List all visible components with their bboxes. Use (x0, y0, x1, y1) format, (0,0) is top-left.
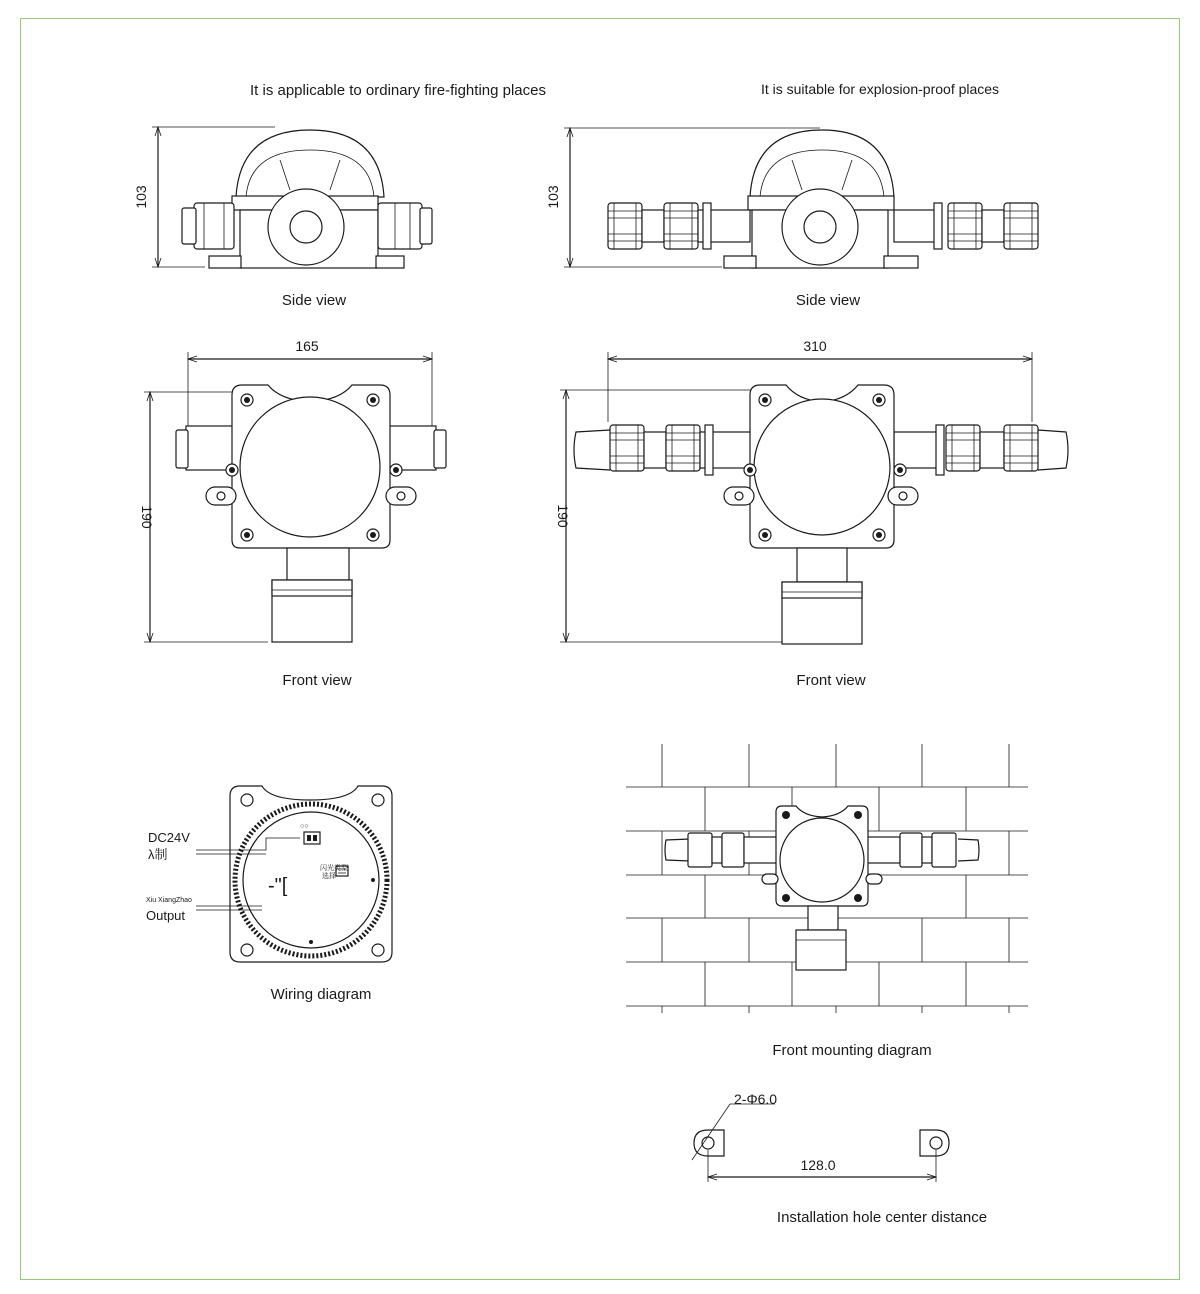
heading-explosion-proof: It is suitable for explosion-proof places (760, 81, 1000, 97)
heading-ordinary-places: It is applicable to ordinary fire-fighting places (250, 82, 546, 99)
hole-diameter-label: 2-Φ6.0 (734, 1091, 778, 1107)
hole-distance-label: 128.0 (800, 1157, 836, 1173)
installation-holes (692, 1091, 949, 1182)
side-view-right-caption: Side view (795, 292, 861, 309)
holes-caption: Installation hole center distance (776, 1209, 988, 1226)
dc24v-label: DC24V (148, 830, 190, 845)
side-view-left-caption: Side view (281, 292, 347, 309)
wiring-caption: Wiring diagram (270, 986, 372, 1003)
side-view-right-height: 103 (545, 185, 561, 209)
terminal-mark: -"[ (268, 875, 288, 897)
switch-text-2: 选择 (322, 873, 336, 880)
side-view-right (545, 128, 1038, 268)
front-view-left-height: 190 (139, 505, 155, 529)
output-label: Output (146, 908, 186, 923)
front-view-right-width: 310 (803, 338, 827, 354)
front-view-left-width: 165 (295, 338, 319, 354)
front-view-right (555, 338, 1068, 644)
side-view-left-height: 103 (133, 185, 149, 209)
switch-text-1: 闪光类型 (320, 865, 348, 872)
front-view-right-caption: Front view (796, 672, 866, 689)
mounting-diagram (626, 744, 1028, 1013)
small-label: Xiu XiangZhao (146, 897, 192, 904)
mounting-caption: Front mounting diagram (772, 1042, 932, 1059)
svg-text:○○: ○○ (300, 823, 309, 830)
front-view-right-height: 190 (555, 504, 571, 528)
side-view-left (133, 127, 432, 268)
input-label: λ制 (148, 847, 168, 862)
front-view-left (139, 338, 446, 642)
front-view-left-caption: Front view (282, 672, 352, 689)
wiring-diagram (146, 786, 392, 962)
